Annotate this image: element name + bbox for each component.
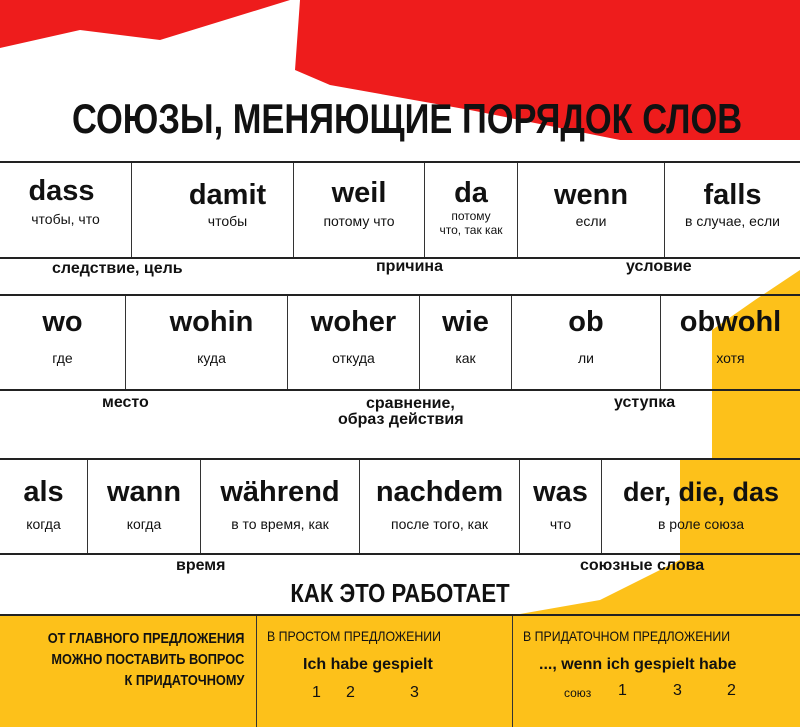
conj-cell-nachdem [360, 460, 520, 553]
conjunction-row-3 [0, 458, 800, 555]
conj-translation: откуда [332, 350, 375, 366]
conj-translation: как [455, 350, 476, 366]
group-label: условие [626, 258, 692, 275]
conj-cell-waehrend [201, 460, 360, 553]
conj-word: falls [703, 179, 762, 211]
conjunction-row-1 [0, 161, 800, 259]
condition-line: К ПРИДАТОЧНОМУ [124, 672, 244, 689]
conj-word: der, die, das [622, 477, 780, 507]
conj-cell-dass [0, 163, 132, 257]
group-label-line1: сравнение, [366, 395, 455, 412]
conj-cell-wohin [126, 296, 288, 389]
conj-word: damit [188, 179, 267, 211]
order-number: 2 [727, 682, 736, 699]
conj-cell-was [520, 460, 602, 553]
conj-word: wohin [169, 306, 254, 338]
condition-cell [0, 616, 257, 727]
simple-sentence-cell [257, 616, 513, 727]
conj-cell-wo [0, 296, 126, 389]
conj-word: wann [106, 476, 182, 508]
conj-word: wenn [553, 179, 629, 211]
order-number: 2 [346, 684, 355, 701]
conj-word: weil [331, 177, 387, 209]
conj-cell-der-die-das [602, 460, 800, 553]
conj-translation: хотя [716, 350, 745, 366]
conj-cell-da [425, 163, 518, 257]
condition-line: МОЖНО ПОСТАВИТЬ ВОПРОС [50, 651, 244, 668]
conj-translation: когда [26, 516, 61, 532]
conj-translation: когда [126, 516, 162, 532]
conj-word: wie [442, 306, 489, 338]
conj-cell-ob [512, 296, 661, 389]
conj-translation: потому [451, 209, 491, 223]
simple-sentence-example: Ich habe gespielt [303, 656, 433, 673]
conj-translation: куда [197, 350, 226, 366]
conj-cell-als [0, 460, 88, 553]
conj-cell-falls [665, 163, 800, 257]
conj-translation: что, так как [439, 223, 503, 237]
conj-cell-woher [288, 296, 420, 389]
conj-word: woher [310, 306, 397, 338]
conj-translation: если [575, 213, 607, 229]
group-label: место [102, 394, 149, 411]
conj-translation: в то время, как [231, 516, 329, 532]
conj-cell-damit [132, 163, 294, 257]
condition-text [47, 628, 244, 691]
subordinate-sentence-heading: В ПРИДАТОЧНОМ ПРЕДЛОЖЕНИИ [523, 628, 731, 644]
how-it-works-table [0, 614, 800, 727]
conj-word: was [533, 476, 588, 508]
page-title: СОЮЗЫ, МЕНЯЮЩИЕ ПОРЯДОК СЛОВ [72, 95, 743, 142]
group-label: следствие, цель [52, 260, 183, 277]
conj-word: obwohl [679, 306, 782, 338]
conjunction-marker: союз [564, 686, 592, 700]
conj-word: nachdem [375, 476, 504, 508]
conj-translation: где [52, 350, 73, 366]
conj-cell-wie [420, 296, 512, 389]
conjunction-row-2 [0, 294, 800, 391]
conj-word: da [454, 177, 488, 209]
condition-line: ОТ ГЛАВНОГО ПРЕДЛОЖЕНИЯ [47, 630, 244, 647]
conj-word: ob [568, 306, 604, 338]
order-number: 3 [410, 684, 419, 701]
group-label: время [176, 557, 226, 574]
group-label: уступка [614, 394, 676, 411]
group-label: причина [376, 258, 443, 275]
order-number: 1 [312, 684, 321, 701]
conj-translation: после того, как [391, 516, 488, 532]
conj-cell-obwohl [661, 296, 800, 389]
conj-translation: потому что [323, 213, 395, 229]
conj-translation: чтобы [207, 213, 248, 229]
conj-cell-weil [294, 163, 425, 257]
conj-word: als [23, 476, 64, 508]
conj-word: wo [42, 306, 83, 338]
conj-translation: чтобы, что [31, 211, 100, 227]
how-it-works-title: КАК ЭТО РАБОТАЕТ [290, 578, 510, 608]
conj-translation: в случае, если [685, 213, 780, 229]
conj-translation: ли [578, 350, 594, 366]
conj-word: dass [28, 175, 95, 207]
subordinate-sentence-cell [513, 616, 800, 727]
subordinate-sentence-example: ..., wenn ich gespielt habe [539, 656, 737, 673]
group-label-line2: образ действия [338, 411, 464, 428]
group-label: союзные слова [580, 557, 705, 574]
simple-sentence-heading: В ПРОСТОМ ПРЕДЛОЖЕНИИ [267, 628, 441, 644]
conj-translation: что [549, 516, 572, 532]
conj-word: während [220, 476, 340, 508]
conj-cell-wann [88, 460, 201, 553]
order-number: 3 [673, 682, 682, 699]
conj-cell-wenn [518, 163, 665, 257]
conj-translation: в роле союза [657, 516, 745, 532]
order-number: 1 [618, 682, 627, 699]
